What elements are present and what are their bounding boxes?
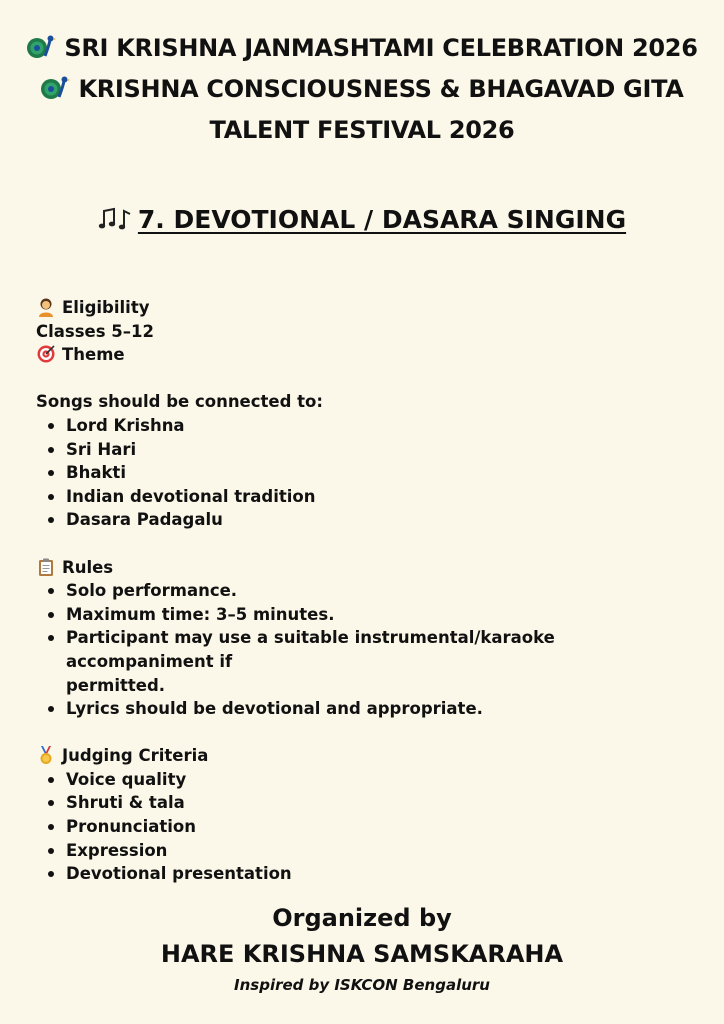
organized-by-label: Organized by	[272, 904, 452, 932]
list-item: Expression	[36, 839, 696, 863]
peacock-icon	[40, 75, 70, 101]
list-item: Lord Krishna	[36, 414, 696, 438]
list-item: Shruti & tala	[36, 791, 696, 815]
theme-list	[36, 414, 696, 532]
header-line-2: KRISHNA CONSCIOUSNESS & BHAGAVAD GITA	[0, 69, 724, 110]
organization-name: HARE KRISHNA SAMSKARAHA	[160, 940, 564, 968]
section-title-text: 7. DEVOTIONAL / DASARA SINGING	[137, 205, 627, 234]
medal-icon	[36, 745, 56, 765]
header-line-1: SRI KRISHNA JANMASHTAMI CELEBRATION 2026	[0, 28, 724, 69]
list-item: Indian devotional tradition	[36, 485, 696, 509]
rules-heading: Rules	[36, 556, 696, 580]
header-line-3: TALENT FESTIVAL 2026	[209, 116, 515, 144]
list-item: Maximum time: 3–5 minutes.	[36, 603, 696, 627]
list-item: Voice quality	[36, 768, 696, 792]
list-item: Dasara Padagalu	[36, 508, 696, 532]
rules-list	[36, 579, 696, 721]
clipboard-icon	[36, 557, 56, 577]
section-title	[0, 200, 724, 240]
list-item: Participant may use a suitable instrumental/karaoke accompaniment if	[36, 626, 696, 673]
poster-footer	[0, 900, 724, 998]
list-item: Solo performance.	[36, 579, 696, 603]
list-item: Pronunciation	[36, 815, 696, 839]
list-item: Lyrics should be devotional and appropriate.	[36, 697, 696, 721]
list-item: Sri Hari	[36, 438, 696, 462]
musical-notes-icon	[98, 207, 134, 231]
list-item: Devotional presentation	[36, 862, 696, 886]
theme-intro: Songs should be connected to:	[36, 392, 323, 412]
target-icon	[36, 344, 56, 364]
judging-heading: Judging Criteria	[36, 744, 696, 768]
inspired-by-text: Inspired by ISKCON Bengaluru	[234, 976, 490, 994]
student-icon	[36, 297, 56, 317]
eligibility-heading: Eligibility	[36, 296, 696, 320]
peacock-icon	[26, 34, 56, 60]
rules-content	[36, 296, 696, 886]
poster-header	[0, 28, 724, 151]
list-item: Bhakti	[36, 461, 696, 485]
theme-heading: Theme	[36, 343, 696, 367]
list-item-continuation: permitted.	[66, 675, 166, 695]
judging-list	[36, 768, 696, 886]
eligibility-value: Classes 5–12	[36, 321, 154, 341]
